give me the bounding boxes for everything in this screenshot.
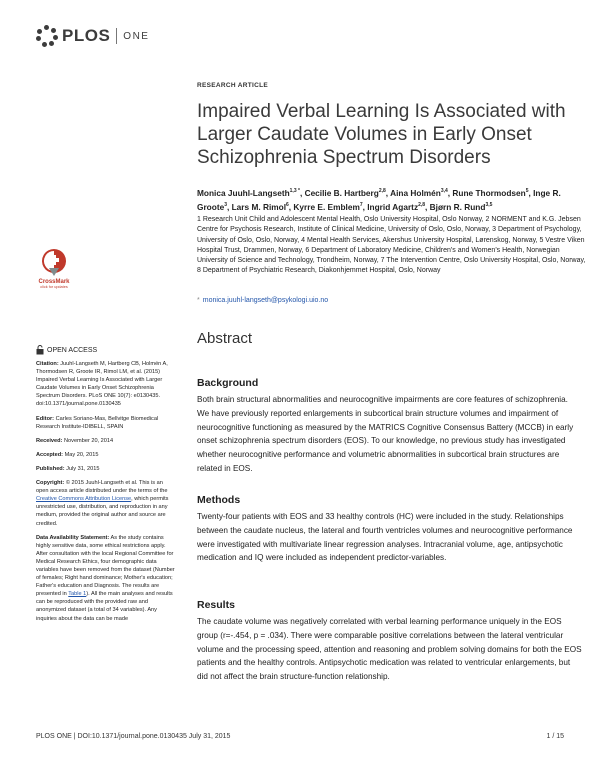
author-affiliation-marks: 1,3 *	[289, 188, 300, 194]
open-lock-icon	[36, 345, 44, 355]
author-6	[232, 202, 289, 212]
open-access-label: OPEN ACCESS	[47, 346, 98, 354]
copyright-text: © 2015 Juuhl-Langseth et al. This is an open access article distributed under the terms of the	[36, 480, 168, 495]
results-text: The caudate volume was negatively correlated with verbal learning performance uniquely in the EOS group (r=-.454, p = .034). There were comparable positive correlations between the lateral ventricular volume and the processing speed, attention and reasoning and problem solving domains for both the EOS patients and the healthy controls. Antipsychotic medication was related to ventricular enlargements, but did not affect the brain structure-function relationship.	[197, 617, 582, 682]
citation-text: Juuhl-Langseth M, Hartberg CB, Holmén A, Thormodsen R, Groote IR, Rimol LM, et al. (2015) Impaired Verbal Learning Is Associated with Larger Caudate Volumes in Early Onset Schizophrenia Spectrum Disorders. PLoS ONE 10(7): e0130435. doi:10.1371/journal.pone.0130435	[36, 361, 168, 408]
logo-name: PLOS	[62, 26, 111, 45]
copyright-block	[36, 479, 176, 528]
received-date: November 20, 2014	[64, 437, 114, 444]
editor-block	[36, 415, 176, 431]
crossmark-icon	[41, 248, 67, 278]
editor-label: Editor:	[36, 415, 55, 422]
author-8	[367, 202, 425, 212]
received-label: Received:	[36, 437, 63, 444]
asterisk-icon: *	[197, 297, 200, 304]
crossmark-label: CrossMark	[38, 279, 70, 285]
crossmark-sub: click for updates	[40, 285, 68, 289]
author-affiliation-marks: 3,4	[440, 188, 448, 194]
author-name: Aina Holmén	[390, 187, 441, 198]
copyright-text-end: , which permits unrestricted use, distribution, and reproduction in any medium, provided the original author and source are credited.	[36, 496, 169, 527]
plos-dots-icon	[36, 25, 58, 47]
data-availability-text-end: ). All the main analyses and results can be reproduced with the provided raw and anonymized dataset (a total of 34 variables). Any inquiries about the data can be made	[36, 591, 173, 622]
citation-label: Citation:	[36, 361, 59, 367]
footer-citation: PLOS ONE | DOI:10.1371/journal.pone.0130435 July 31, 2015	[36, 733, 231, 740]
author-affiliation-marks: 7	[359, 201, 363, 208]
author-affiliation-marks: 3	[224, 201, 227, 208]
author-9	[430, 202, 493, 212]
author-name: Inge R. Groote	[197, 187, 561, 212]
background-heading: Background	[197, 377, 259, 389]
accepted-date: May 20, 2015	[64, 451, 99, 458]
license-link[interactable]: Creative Commons Attribution License	[36, 496, 132, 503]
author-name: Cecilie B. Hartberg	[304, 187, 379, 198]
author-name: Kyrre E. Emblem	[293, 201, 360, 212]
table-link[interactable]: Table 1	[68, 591, 87, 598]
affiliations: 1 Research Unit Child and Adolescent Mental Health, Oslo University Hospital, Oslo Norway, 2 NORMENT and K.G. Jebsen Centre for Psychosis Research, Institute of Clinical Medicine, University of Oslo, Oslo, Norway, 3 Department of Psychology, University of Oslo, Oslo, Norway, 4 Mental Health Services, Akershus University Hospital, Lørenskog, Norway, 5 Vestre Viken Hospital Trust, Drammen, Norway, 6 Department of Laboratory Medicine, Children's and Women's Health, Norwegian University of Science and Technology, Trondheim, Norway, 7 The Intervention Centre, Oslo University Hospital, Oslo, Norway, 8 Department of Psychiatric Research, Diakonhjemmet Hospital, Oslo, Norway	[197, 216, 586, 275]
author-name: Bjørn R. Rund	[429, 201, 486, 212]
citation-block	[36, 360, 176, 409]
page-number: 1 / 15	[546, 733, 564, 740]
accepted-label: Accepted:	[36, 451, 64, 458]
published-date: July 31, 2015	[66, 465, 100, 472]
abstract-heading: Abstract	[197, 330, 253, 347]
editor-text: Carles Soriano-Mas, Bellvitge Biomedical Research Institute-IDIBELL, SPAIN	[36, 415, 159, 430]
logo-divider	[116, 28, 117, 44]
accepted-block	[36, 451, 176, 459]
data-availability-block	[36, 534, 176, 623]
author-4	[452, 188, 528, 198]
author-affiliation-marks: 2,8	[378, 188, 386, 194]
background-text: Both brain structural abnormalities and neurocognitive impairments are core features of schizophrenia. We have previously reported enlargements in subcortical brain structure volumes and impairment of neurocognitive functioning as measured by the MATRICS Cognitive Consensus Battery (MCCB) in early onset schizophrenia spectrum disorders (EOS). To our knowledge, no previous study has investigated whether neurocognitive performance and volumetric abnormalities in subcortical brain structures are related in EOS.	[197, 395, 574, 473]
author-7	[293, 202, 362, 212]
author-3	[390, 188, 448, 198]
author-affiliation-marks: 3,5	[485, 201, 493, 208]
plos-logo	[36, 26, 149, 46]
published-block	[36, 465, 176, 473]
methods-heading: Methods	[197, 494, 241, 506]
article-title: Impaired Verbal Learning Is Associated with Larger Caudate Volumes in Early Onset Schizophrenia Spectrum Disorders	[197, 101, 566, 168]
crossmark-badge[interactable]	[38, 248, 70, 289]
published-label: Published:	[36, 465, 65, 472]
open-access-badge	[36, 345, 97, 355]
data-availability-label: Data Availability Statement:	[36, 534, 110, 541]
author-1	[197, 188, 300, 198]
data-availability-text: As the study contains highly sensitive data, some ethical restrictions apply. After consultation with the local Regional Committee for Medical Research Ethics, four demographic data variables have been removed from the dataset (Number of females; Right hand dominance; Mother's education; Father's education and Diagnosis. The results are presented in	[36, 534, 175, 598]
email-link[interactable]: monica.juuhl-langseth@psykologi.uio.no	[202, 297, 329, 304]
author-name: Rune Thormodsen	[452, 187, 526, 198]
author-affiliation-marks: 5	[525, 188, 529, 194]
author-affiliation-marks: 6	[286, 201, 289, 208]
author-2	[305, 188, 386, 198]
author-list: Monica Juuhl-Langseth$^{1,3 *}$, Cecilie B. Hartberg$^{2,8}$, Aina Holmén$^{3,4}$, Rune Thormodsen$^5$, Inge R. Groote$^3$, Lars M. Rimol$^6$, Kyrre E. Emblem$^7$, Ingrid Agartz$^{2,8}$, Bjørn R. Rund$^{3,5}$	[197, 187, 561, 212]
author-affiliation-marks: 2,8	[418, 201, 426, 208]
received-block	[36, 437, 176, 445]
methods-text: Twenty-four patients with EOS and 33 healthy controls (HC) were included in the study. Relationships between the caudate nucleus, the lateral and fourth ventricles volumes and neurocognitive performance were investigated with multivariate linear regression analyses. Intracranial volume, age, antipsychotic medication and IQ were included as independent predictor-variables.	[197, 512, 573, 563]
author-name: Lars M. Rimol	[231, 201, 287, 212]
article-type: RESEARCH ARTICLE	[197, 82, 269, 89]
sidebar-info	[36, 360, 176, 629]
author-name: Ingrid Agartz	[367, 201, 419, 212]
logo-journal: ONE	[123, 30, 150, 42]
results-heading: Results	[197, 599, 235, 611]
copyright-label: Copyright:	[36, 480, 65, 487]
corresponding-email[interactable]	[197, 297, 328, 304]
author-name: Monica Juuhl-Langseth	[197, 187, 290, 198]
